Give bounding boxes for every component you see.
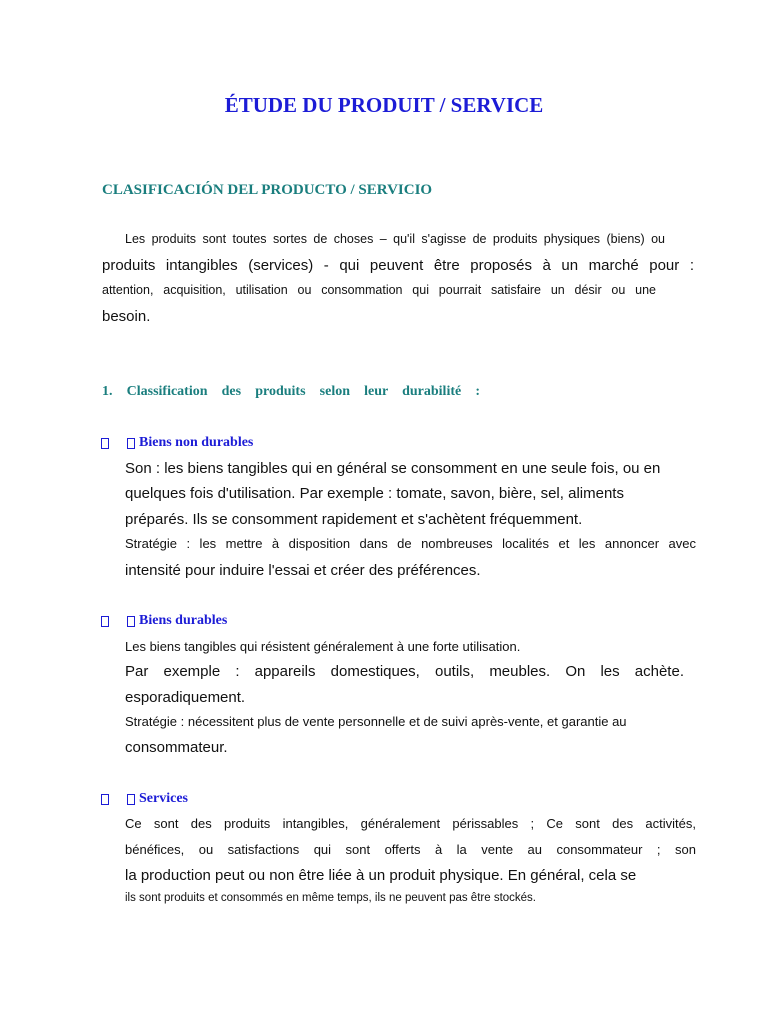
text-line: consommateur. bbox=[125, 739, 228, 756]
checkbox-glyph-icon bbox=[101, 616, 109, 627]
checkbox-glyph-icon bbox=[127, 794, 135, 805]
checkbox-glyph-icon bbox=[127, 438, 135, 449]
text-line: Par exemple : appareils domestiques, outils, meubles. On les achète. bbox=[125, 663, 684, 680]
text-line: bénéfices, ou satisfactions qui sont offerts à la vente au consommateur ; son bbox=[125, 842, 696, 857]
text-line: Les biens tangibles qui résistent généralement à une forte utilisation. bbox=[125, 639, 521, 654]
intro-line-2: produits intangibles (services) - qui peuvent être proposés à un marché pour : bbox=[102, 257, 694, 274]
checkbox-glyph-icon bbox=[101, 438, 109, 449]
text-line: Stratégie : nécessitent plus de vente personnelle et de suivi après-vente, et garantie au bbox=[125, 714, 627, 729]
bullet-non-durables bbox=[101, 434, 253, 452]
checkbox-glyph-icon bbox=[127, 616, 135, 627]
text-line: intensité pour induire l'essai et créer des préférences. bbox=[125, 562, 481, 579]
text-line: ils sont produits et consommés en même temps, ils ne peuvent pas être stockés. bbox=[125, 892, 536, 904]
section-heading: CLASIFICACIÓN DEL PRODUCTO / SERVICIO bbox=[102, 182, 433, 198]
document-title: ÉTUDE DU PRODUIT / SERVICE bbox=[224, 93, 544, 117]
intro-line-3: attention, acquisition, utilisation ou consommation qui pourrait satisfaire un désir ou une bbox=[102, 283, 656, 297]
checkbox-glyph-icon bbox=[101, 794, 109, 805]
text-line: préparés. Ils se consomment rapidement et s'achètent fréquemment. bbox=[125, 511, 583, 528]
text-line: esporadiquement. bbox=[125, 689, 246, 706]
bullet-services bbox=[101, 790, 188, 808]
text-line: Ce sont des produits intangibles, généralement périssables ; Ce sont des activités, bbox=[125, 816, 696, 831]
bullet-label: Services bbox=[139, 791, 188, 806]
intro-line-4: besoin. bbox=[102, 308, 151, 325]
bullet-durables bbox=[101, 612, 227, 630]
text-line: Son : les biens tangibles qui en général se consomment en une seule fois, ou en bbox=[125, 460, 661, 477]
bullet-label: Biens non durables bbox=[139, 435, 254, 450]
text-line: quelques fois d'utilisation. Par exemple : tomate, savon, bière, sel, aliments bbox=[125, 485, 624, 502]
classification-heading: 1. Classification des produits selon leur durabilité : bbox=[102, 384, 480, 399]
text-line: Stratégie : les mettre à disposition dans de nombreuses localités et les annoncer avec bbox=[125, 536, 696, 551]
bullet-label: Biens durables bbox=[139, 613, 228, 628]
intro-line-1: Les produits sont toutes sortes de choses – qu'il s'agisse de produits physiques (biens) ou bbox=[125, 232, 665, 246]
text-line: la production peut ou non être liée à un produit physique. En général, cela se bbox=[125, 867, 637, 884]
